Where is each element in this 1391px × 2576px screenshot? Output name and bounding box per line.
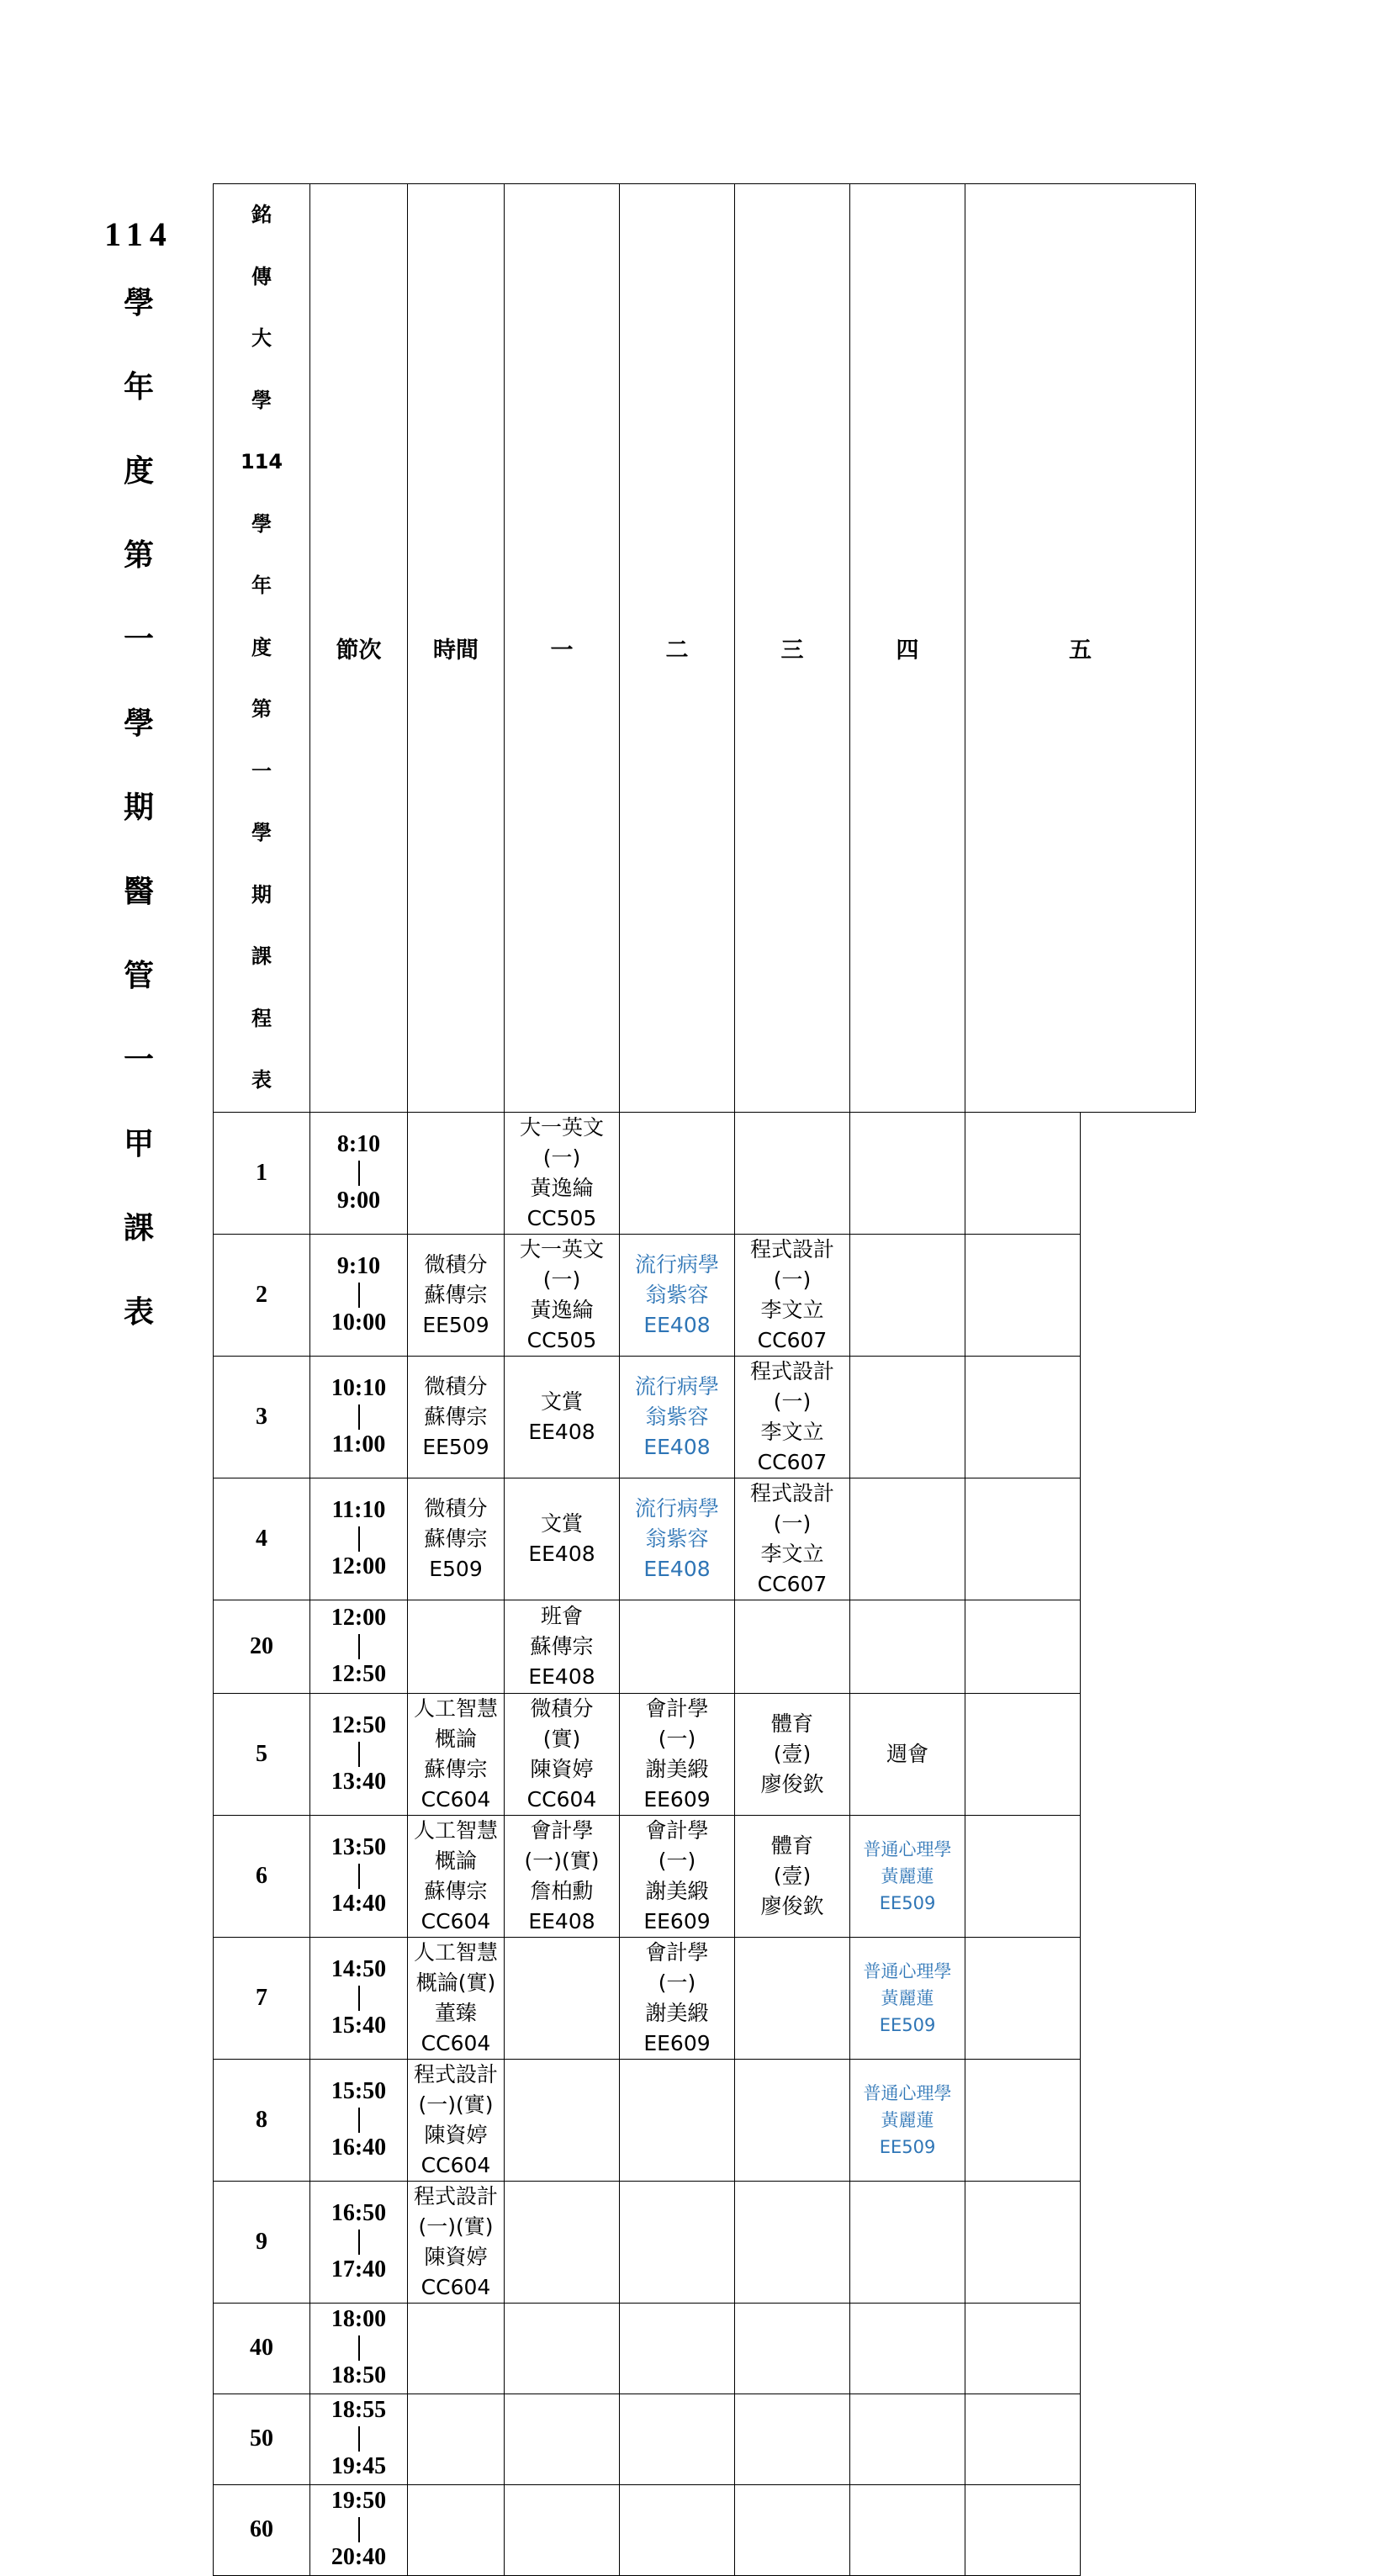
course-cell-fri xyxy=(850,2303,965,2394)
time-start: 14:50 xyxy=(331,1955,387,1982)
period-number: 60 xyxy=(214,2484,310,2575)
title-char: 第 xyxy=(123,538,154,572)
course-line: CC604 xyxy=(420,1786,491,1812)
course-line: CC604 xyxy=(420,2030,491,2055)
time-separator xyxy=(358,2108,360,2133)
period-time xyxy=(310,2484,408,2575)
course-line: (一) xyxy=(773,1389,812,1414)
course-line: 會計學 xyxy=(530,1817,594,1843)
time-start: 12:50 xyxy=(331,1711,387,1738)
course-line: 流行病學 xyxy=(634,1373,719,1399)
course-cell-mon xyxy=(408,2484,505,2575)
period-row xyxy=(214,1600,1196,1693)
time-start: 13:50 xyxy=(331,1833,387,1860)
course-line: 人工智慧 xyxy=(413,1695,498,1721)
period-time xyxy=(310,1356,408,1478)
course-line: 普通心理學 xyxy=(863,2082,952,2103)
course-line: 詹柏勳 xyxy=(530,1878,594,1903)
side-title-char: 表 xyxy=(251,1068,272,1092)
course-line: 程式設計 xyxy=(749,1480,834,1505)
title-char: 表 xyxy=(123,1295,154,1329)
course-line: 李文立 xyxy=(760,1541,824,1566)
period-row xyxy=(214,1937,1196,2059)
course-cell-fri-extra xyxy=(965,2181,1081,2303)
course-cell-tue xyxy=(505,1356,620,1478)
side-title-char: 期 xyxy=(251,882,272,907)
time-separator xyxy=(358,1864,360,1889)
course-line: EE509 xyxy=(879,2014,936,2035)
course-line: CC505 xyxy=(526,1327,597,1352)
course-cell-mon xyxy=(408,1815,505,1937)
course-cell-wed xyxy=(620,2303,735,2394)
course-line: (一) xyxy=(542,1145,581,1170)
course-cell-wed xyxy=(620,1234,735,1356)
course-line: 陳資婷 xyxy=(424,2244,488,2269)
course-line: (實) xyxy=(542,1726,581,1751)
side-title-char: 大 xyxy=(251,326,272,350)
time-end: 9:00 xyxy=(336,1187,381,1214)
course-cell-fri xyxy=(850,1815,965,1937)
period-row xyxy=(214,1234,1196,1356)
period-number: 3 xyxy=(214,1356,310,1478)
course-cell-tue xyxy=(505,2181,620,2303)
course-line: 文賞 xyxy=(540,1389,583,1414)
course-line: EE509 xyxy=(422,1434,489,1459)
side-title-char: 一 xyxy=(251,759,272,783)
course-line: 陳資婷 xyxy=(530,1756,594,1781)
period-number: 5 xyxy=(214,1693,310,1815)
course-cell-fri xyxy=(850,2181,965,2303)
course-cell-wed xyxy=(620,1693,735,1815)
course-line: EE408 xyxy=(528,1419,595,1444)
course-line: (一)(實) xyxy=(524,1848,600,1873)
course-line: EE408 xyxy=(643,1556,711,1581)
course-cell-fri-extra xyxy=(965,1937,1081,2059)
course-cell-tue xyxy=(505,2394,620,2484)
period-time xyxy=(310,1600,408,1693)
header-period: 節次 xyxy=(310,184,408,1113)
course-cell-fri-extra xyxy=(965,1234,1081,1356)
course-cell-thu xyxy=(735,2303,850,2394)
course-cell-fri xyxy=(850,2059,965,2181)
course-line: 翁紫容 xyxy=(645,1526,709,1551)
time-start: 8:10 xyxy=(336,1130,381,1157)
side-title-cell xyxy=(214,184,310,1113)
course-cell-tue xyxy=(505,1478,620,1600)
course-cell-fri-extra xyxy=(965,1815,1081,1937)
course-line: CC604 xyxy=(420,2274,491,2299)
course-line: (壹) xyxy=(773,1863,812,1888)
title-char: 一 xyxy=(123,622,154,656)
course-line: 謝美緞 xyxy=(645,1878,709,1903)
course-line: 程式設計 xyxy=(749,1236,834,1262)
course-cell-thu xyxy=(735,2394,850,2484)
course-cell-wed xyxy=(620,1937,735,2059)
course-cell-tue xyxy=(505,1937,620,2059)
course-line: 陳資婷 xyxy=(424,2122,488,2147)
course-line: EE509 xyxy=(422,1312,489,1337)
course-cell-fri-extra xyxy=(965,2303,1081,2394)
course-line: (一) xyxy=(542,1267,581,1292)
course-cell-fri xyxy=(850,1937,965,2059)
course-line: (一)(實) xyxy=(418,2092,494,2117)
period-time xyxy=(310,1478,408,1600)
course-cell-thu xyxy=(735,1937,850,2059)
course-line: EE609 xyxy=(643,1908,711,1933)
title-char: 期 xyxy=(123,791,154,824)
course-cell-thu xyxy=(735,1693,850,1815)
side-title-char: 傳 xyxy=(251,264,272,288)
course-line: (一) xyxy=(658,1726,696,1751)
course-line: (壹) xyxy=(773,1741,812,1766)
course-cell-thu xyxy=(735,1234,850,1356)
side-title-char: 度 xyxy=(251,635,272,659)
course-line: 李文立 xyxy=(760,1419,824,1444)
time-start: 11:10 xyxy=(331,1496,386,1523)
course-cell-thu xyxy=(735,1112,850,1234)
time-start: 9:10 xyxy=(336,1252,381,1279)
course-line: 董臻 xyxy=(434,2000,477,2025)
course-cell-fri xyxy=(850,2484,965,2575)
course-cell-wed xyxy=(620,2484,735,2575)
time-separator xyxy=(358,1634,360,1659)
course-cell-wed xyxy=(620,2394,735,2484)
page-vertical-title xyxy=(93,209,185,1354)
course-line: 微積分 xyxy=(424,1495,488,1521)
period-time xyxy=(310,1815,408,1937)
course-line: E509 xyxy=(429,1556,483,1581)
time-separator xyxy=(358,1742,360,1767)
course-cell-wed xyxy=(620,2181,735,2303)
course-line: 黃麗蓮 xyxy=(881,2109,934,2130)
course-line: 翁紫容 xyxy=(645,1282,709,1307)
course-cell-fri-extra xyxy=(965,1356,1081,1478)
period-row xyxy=(214,2059,1196,2181)
course-line: CC604 xyxy=(420,2152,491,2177)
course-line: 體育 xyxy=(770,1711,813,1736)
course-line: CC604 xyxy=(526,1786,597,1812)
course-line: (一) xyxy=(658,1848,696,1873)
course-line: 微積分 xyxy=(424,1251,488,1277)
course-line: 大一英文 xyxy=(519,1114,604,1140)
period-time xyxy=(310,2181,408,2303)
time-start: 15:50 xyxy=(331,2077,387,2104)
course-line: 人工智慧 xyxy=(413,1817,498,1843)
period-time xyxy=(310,1112,408,1234)
period-row xyxy=(214,2303,1196,2394)
course-cell-fri xyxy=(850,1693,965,1815)
course-line: 黃麗蓮 xyxy=(881,1865,934,1886)
course-cell-wed xyxy=(620,1600,735,1693)
time-end: 10:00 xyxy=(331,1309,387,1336)
course-cell-mon xyxy=(408,2181,505,2303)
course-cell-fri-extra xyxy=(965,2059,1081,2181)
course-cell-wed xyxy=(620,1112,735,1234)
time-start: 19:50 xyxy=(331,2488,387,2515)
course-line: 蘇傳宗 xyxy=(424,1282,488,1307)
course-line: (一) xyxy=(658,1970,696,1995)
header-tue: 二 xyxy=(620,184,735,1113)
course-line: 蘇傳宗 xyxy=(424,1878,488,1903)
period-time xyxy=(310,2059,408,2181)
course-cell-thu xyxy=(735,1815,850,1937)
course-line: 大一英文 xyxy=(519,1236,604,1262)
course-line: 流行病學 xyxy=(634,1251,719,1277)
course-cell-mon xyxy=(408,1112,505,1234)
title-char: 年 xyxy=(123,370,154,404)
period-row xyxy=(214,1112,1196,1234)
course-cell-fri-extra xyxy=(965,1693,1081,1815)
course-line: 微積分 xyxy=(424,1373,488,1399)
period-row xyxy=(214,1693,1196,1815)
title-char: 甲 xyxy=(123,1127,154,1161)
period-row xyxy=(214,2394,1196,2484)
time-separator xyxy=(358,2230,360,2255)
side-title-char: 銘 xyxy=(251,203,272,226)
course-line: EE408 xyxy=(643,1312,711,1337)
course-cell-tue xyxy=(505,2059,620,2181)
course-line: 概論 xyxy=(434,1848,477,1873)
course-cell-mon xyxy=(408,1356,505,1478)
time-end: 19:45 xyxy=(331,2453,387,2479)
period-number: 40 xyxy=(214,2303,310,2394)
course-line: 蘇傳宗 xyxy=(530,1633,594,1658)
course-line: EE609 xyxy=(643,2030,711,2055)
period-row xyxy=(214,2484,1196,2575)
course-line: 概論 xyxy=(434,1726,477,1751)
course-cell-mon xyxy=(408,1600,505,1693)
course-line: EE408 xyxy=(528,1908,595,1933)
course-line: 程式設計 xyxy=(413,2061,498,2087)
course-line: 謝美緞 xyxy=(645,2000,709,2025)
course-cell-thu xyxy=(735,2059,850,2181)
course-cell-wed xyxy=(620,1478,735,1600)
course-line: 會計學 xyxy=(645,1695,709,1721)
side-title-char: 第 xyxy=(251,697,272,721)
header-fri: 五 xyxy=(965,184,1196,1113)
course-cell-mon xyxy=(408,2059,505,2181)
course-line: 黃逸綸 xyxy=(530,1175,594,1200)
course-cell-thu xyxy=(735,1478,850,1600)
period-time xyxy=(310,2394,408,2484)
time-separator xyxy=(358,1283,360,1308)
course-line: CC604 xyxy=(420,1908,491,1933)
course-line: 程式設計 xyxy=(413,2183,498,2208)
time-end: 13:40 xyxy=(331,1768,387,1795)
course-line: EE509 xyxy=(879,1892,936,1913)
course-line: 文賞 xyxy=(540,1510,583,1536)
side-title-char: 年 xyxy=(251,574,272,597)
course-cell-wed xyxy=(620,2059,735,2181)
course-cell-mon xyxy=(408,1937,505,2059)
time-separator xyxy=(358,1526,360,1552)
time-separator xyxy=(358,2335,360,2361)
course-line: 蘇傳宗 xyxy=(424,1756,488,1781)
header-thu: 四 xyxy=(850,184,965,1113)
course-cell-fri xyxy=(850,1356,965,1478)
period-number: 1 xyxy=(214,1112,310,1234)
course-cell-fri xyxy=(850,1112,965,1234)
course-cell-fri xyxy=(850,1600,965,1693)
course-cell-fri-extra xyxy=(965,1600,1081,1693)
course-line: CC607 xyxy=(757,1327,828,1352)
title-char: 課 xyxy=(123,1211,154,1245)
course-cell-tue xyxy=(505,1815,620,1937)
course-line: CC607 xyxy=(757,1449,828,1474)
course-cell-wed xyxy=(620,1815,735,1937)
course-line: (一) xyxy=(773,1510,812,1536)
course-cell-mon xyxy=(408,1478,505,1600)
course-cell-mon xyxy=(408,2303,505,2394)
title-char: 管 xyxy=(123,959,154,992)
title-char: 學 xyxy=(123,706,154,740)
course-cell-fri xyxy=(850,2394,965,2484)
side-title-char: 學 xyxy=(251,821,272,844)
course-cell-mon xyxy=(408,1693,505,1815)
time-end: 18:50 xyxy=(331,2362,387,2388)
time-separator xyxy=(358,1161,360,1186)
time-start: 16:50 xyxy=(331,2199,387,2226)
course-line: EE408 xyxy=(643,1434,711,1459)
period-number: 6 xyxy=(214,1815,310,1937)
period-number: 20 xyxy=(214,1600,310,1693)
course-line: 體育 xyxy=(770,1833,813,1858)
time-end: 12:00 xyxy=(331,1552,387,1579)
course-cell-fri xyxy=(850,1234,965,1356)
header-wed: 三 xyxy=(735,184,850,1113)
period-number: 2 xyxy=(214,1234,310,1356)
course-line: 黃麗蓮 xyxy=(881,1987,934,2008)
course-line: 普通心理學 xyxy=(863,1838,952,1859)
period-time xyxy=(310,1234,408,1356)
course-cell-fri xyxy=(850,1478,965,1600)
course-cell-tue xyxy=(505,1693,620,1815)
course-line: 會計學 xyxy=(645,1939,709,1965)
course-line: 程式設計 xyxy=(749,1358,834,1383)
course-line: 概論(實) xyxy=(415,1970,496,1995)
course-cell-tue xyxy=(505,1234,620,1356)
course-line: 蘇傳宗 xyxy=(424,1526,488,1551)
header-time: 時間 xyxy=(408,184,505,1113)
course-cell-fri-extra xyxy=(965,1478,1081,1600)
course-cell-thu xyxy=(735,1356,850,1478)
course-cell-mon xyxy=(408,2394,505,2484)
course-line: 流行病學 xyxy=(634,1495,719,1521)
time-end: 17:40 xyxy=(331,2256,387,2282)
course-cell-tue xyxy=(505,2484,620,2575)
course-line: 李文立 xyxy=(760,1297,824,1322)
course-line: EE509 xyxy=(879,2136,936,2157)
side-title-char: 課 xyxy=(251,944,272,968)
period-time xyxy=(310,1693,408,1815)
period-row xyxy=(214,1478,1196,1600)
period-number: 50 xyxy=(214,2394,310,2484)
course-line: 微積分 xyxy=(530,1695,594,1721)
course-line: EE609 xyxy=(643,1786,711,1812)
period-row xyxy=(214,2181,1196,2303)
course-line: 普通心理學 xyxy=(863,1960,952,1981)
course-line: (一)(實) xyxy=(418,2214,494,2239)
side-title xyxy=(214,184,309,1112)
timetable xyxy=(213,183,1196,2576)
course-line: 謝美緞 xyxy=(645,1756,709,1781)
period-time xyxy=(310,2303,408,2394)
course-cell-fri-extra xyxy=(965,1112,1081,1234)
time-separator xyxy=(358,2517,360,2542)
period-number: 8 xyxy=(214,2059,310,2181)
period-number: 7 xyxy=(214,1937,310,2059)
time-separator xyxy=(358,1986,360,2011)
time-separator xyxy=(358,2426,360,2452)
course-line: 蘇傳宗 xyxy=(424,1404,488,1429)
side-title-char: 114 xyxy=(240,450,283,473)
header-row xyxy=(214,184,1196,1113)
time-start: 18:00 xyxy=(331,2306,387,2333)
course-cell-tue xyxy=(505,2303,620,2394)
side-title-char: 學 xyxy=(251,388,272,412)
course-line: CC505 xyxy=(526,1205,597,1230)
time-end: 16:40 xyxy=(331,2134,387,2161)
title-char: 醫 xyxy=(123,875,154,908)
title-char: 一 xyxy=(123,1043,154,1076)
period-row xyxy=(214,1815,1196,1937)
course-line: 黃逸綸 xyxy=(530,1297,594,1322)
course-cell-tue xyxy=(505,1112,620,1234)
time-end: 14:40 xyxy=(331,1890,387,1917)
course-line: 廖俊欽 xyxy=(760,1893,824,1918)
course-line: 廖俊欽 xyxy=(760,1771,824,1796)
course-line: 會計學 xyxy=(645,1817,709,1843)
time-start: 18:55 xyxy=(331,2397,387,2424)
course-cell-mon xyxy=(408,1234,505,1356)
title-char: 度 xyxy=(123,454,154,488)
course-cell-fri-extra xyxy=(965,2484,1081,2575)
course-line: 人工智慧 xyxy=(413,1939,498,1965)
title-year: 114 xyxy=(104,215,173,253)
title-char: 學 xyxy=(123,286,154,320)
course-cell-thu xyxy=(735,2181,850,2303)
course-cell-thu xyxy=(735,1600,850,1693)
header-mon: 一 xyxy=(505,184,620,1113)
time-end: 20:40 xyxy=(331,2544,387,2570)
course-cell-thu xyxy=(735,2484,850,2575)
course-line: CC607 xyxy=(757,1571,828,1596)
period-time xyxy=(310,1937,408,2059)
time-end: 12:50 xyxy=(331,1660,387,1687)
course-line: 翁紫容 xyxy=(645,1404,709,1429)
period-number: 4 xyxy=(214,1478,310,1600)
course-cell-tue xyxy=(505,1600,620,1693)
time-separator xyxy=(358,1404,360,1430)
course-line: 週會 xyxy=(886,1741,928,1766)
period-row xyxy=(214,1356,1196,1478)
course-line: 班會 xyxy=(540,1603,583,1628)
course-line: EE408 xyxy=(528,1664,595,1689)
period-number: 9 xyxy=(214,2181,310,2303)
time-end: 15:40 xyxy=(331,2012,387,2039)
time-end: 11:00 xyxy=(331,1431,386,1457)
course-line: (一) xyxy=(773,1267,812,1292)
course-line: EE408 xyxy=(528,1541,595,1566)
course-cell-fri-extra xyxy=(965,2394,1081,2484)
side-title-char: 程 xyxy=(251,1006,272,1030)
time-start: 12:00 xyxy=(331,1604,387,1631)
course-cell-wed xyxy=(620,1356,735,1478)
time-start: 10:10 xyxy=(331,1374,387,1401)
side-title-char: 學 xyxy=(251,511,272,536)
